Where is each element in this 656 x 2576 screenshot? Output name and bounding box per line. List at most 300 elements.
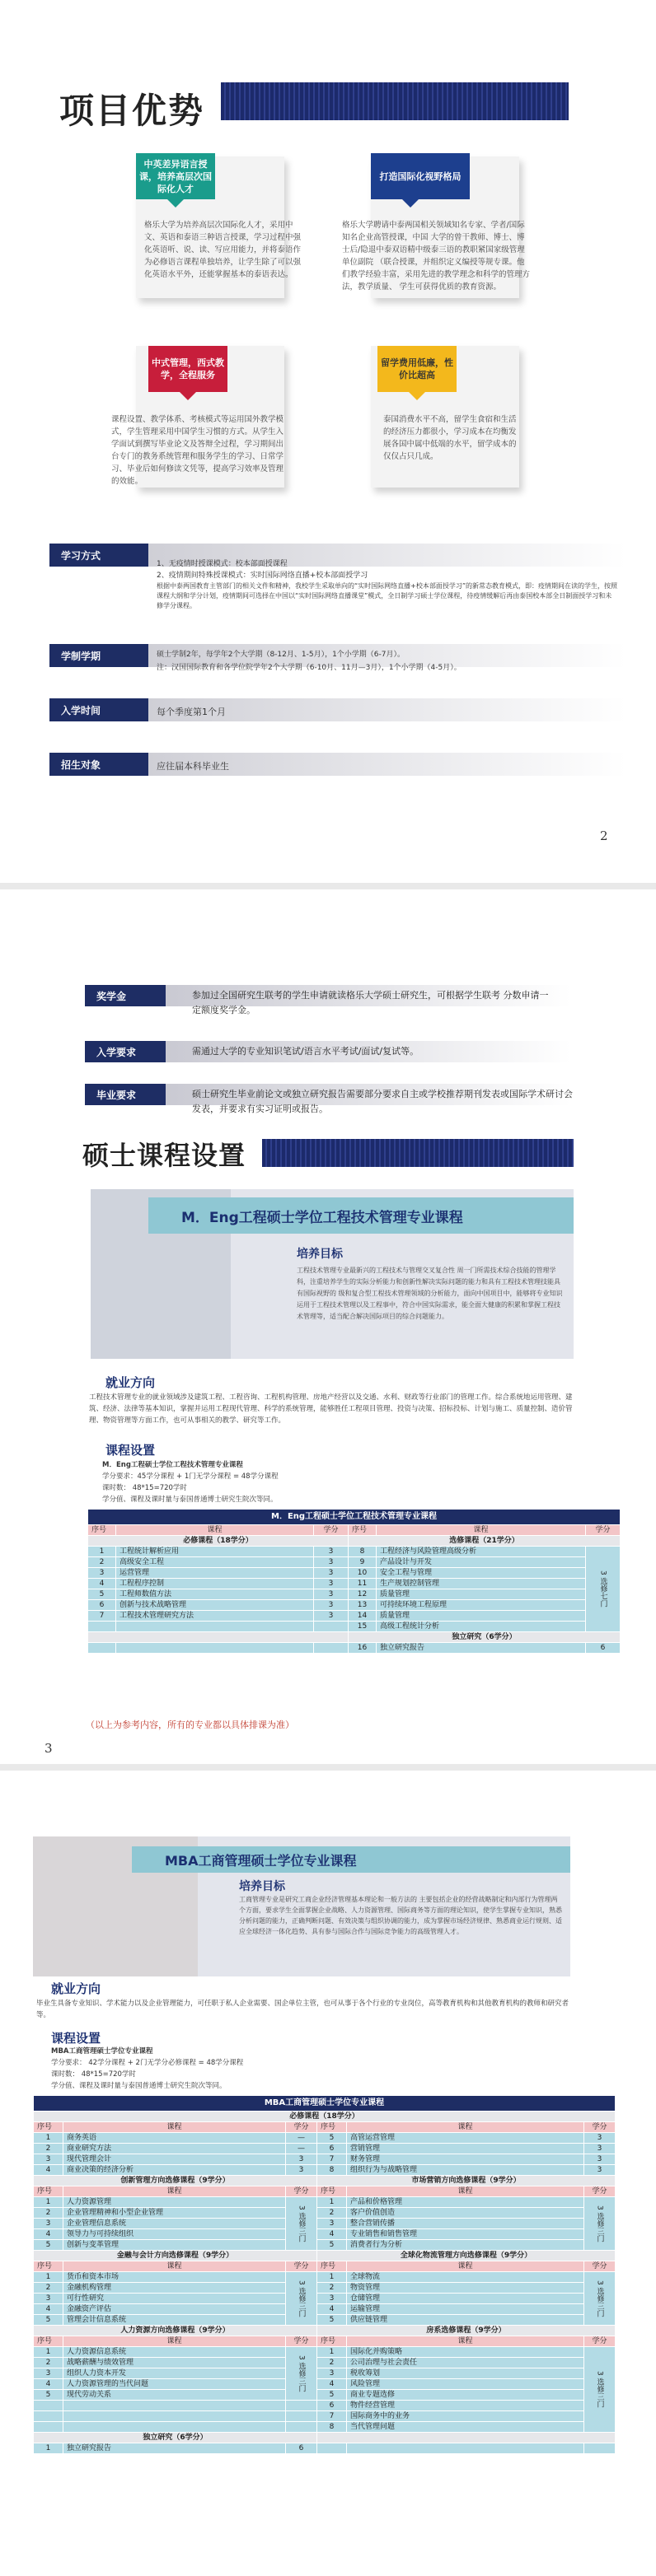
- table-cell: 5: [317, 2133, 347, 2144]
- table-cell: —: [286, 2144, 317, 2154]
- page-number: 2: [600, 828, 608, 843]
- table-cell: [314, 1622, 349, 1632]
- table-group-row: [34, 2326, 616, 2336]
- column-header: 序号: [34, 2186, 63, 2197]
- table-cell: 3: [314, 1611, 349, 1622]
- table-cell: 风险管理: [347, 2379, 584, 2390]
- table-cell: 国际化并购策略: [347, 2347, 584, 2358]
- setting-line-2: 学分要求： 42学分课程 + 2门无学分必修课程 = 48学分课程: [51, 2059, 244, 2067]
- mba-course-table: [33, 2095, 616, 2454]
- table-cell: 人力资源管理: [63, 2197, 286, 2208]
- table-cell: 5: [317, 2390, 347, 2401]
- setting-line-1: MBA工商管理硕士学位专业课程: [51, 2047, 153, 2056]
- advantage-badge-2: 打造国际化视野格局: [371, 153, 470, 199]
- column-header: 序号: [317, 2122, 347, 2133]
- table-row: [88, 1643, 621, 1654]
- career-text: 工程技术管理专业的就业领域涉及建筑工程、工程咨询、工程机构管理、房地产经营以及交通、水利、财政等行业部门的管理工作。综合系统地运用管理、建筑、经济、法律等基本知识，掌握并运用工程现代管理、科学的系统管理，能够胜任工程项目管理、投资与决策、招标投标、计划与施工、质量控制、造价管理、物资管理等方面工作，也可从事相关的教学、研究等工作。: [89, 1393, 573, 1425]
- eng-course-table: [87, 1509, 621, 1654]
- table-cell: 1: [34, 2347, 63, 2358]
- table-row: [34, 2443, 616, 2454]
- table-cell: [116, 1643, 314, 1654]
- table-row: [88, 1557, 621, 1568]
- elective-credit: 3 选修三门: [584, 2347, 616, 2433]
- table-cell: 金融机构管理: [63, 2283, 286, 2294]
- table-cell: 9: [349, 1557, 377, 1568]
- table-cell: 2: [34, 2283, 63, 2294]
- table-cell: 2: [88, 1557, 116, 1568]
- table-cell: 整合营销传播: [347, 2219, 584, 2229]
- table-cell: 5: [88, 1589, 116, 1600]
- table-cell: 企业管理信息系统: [63, 2219, 286, 2229]
- table-cell: 15: [349, 1622, 377, 1632]
- duration-line-1: 硕士学制2年，每学年2个大学期（8-12月、1-5月），1个小学期（6-7月）。: [157, 651, 405, 659]
- column-header: 课程: [63, 2122, 286, 2133]
- table-cell: 4: [317, 2229, 347, 2240]
- page-project-advantages: [0, 0, 656, 883]
- column-header: 序号: [88, 1525, 116, 1536]
- table-cell: 3: [584, 2133, 616, 2144]
- table-row: [34, 2229, 616, 2240]
- column-header: 课程: [63, 2261, 286, 2272]
- table-cell: 4: [317, 2304, 347, 2315]
- table-row: [34, 2422, 616, 2433]
- table-row: [34, 2283, 616, 2294]
- table-row: [88, 1611, 621, 1622]
- program-title: M．Eng工程硕士学位工程技术管理专业课程: [148, 1197, 574, 1234]
- table-cell: 8: [349, 1547, 377, 1557]
- scholarship-label: 奖学金: [85, 985, 166, 1006]
- column-header: 学分: [286, 2122, 317, 2133]
- setting-line-4: 学分值、课程及课时量与泰国普通博士研究生院次等同。: [51, 2082, 227, 2090]
- table-row: [34, 2208, 616, 2219]
- setting-line-3: 课时数： 48*15=720学时: [51, 2070, 136, 2079]
- reference-note: （以上为参考内容，所有的专业都以具体排课为准）: [86, 1720, 294, 1730]
- program-title: MBA工商管理硕士学位专业课程: [132, 1846, 570, 1873]
- table-cell: 3: [34, 2219, 63, 2229]
- table-cell: [286, 2422, 317, 2433]
- table-cell: 工程师数值方法: [116, 1589, 314, 1600]
- title-decoration-bar: [221, 82, 569, 120]
- table-cell: 16: [349, 1643, 377, 1654]
- table-cell: 全球物流: [347, 2272, 584, 2283]
- advantage-badge-3: 中式管理，西式教学，全程服务: [148, 346, 227, 392]
- program-banner: [33, 1836, 570, 1976]
- table-cell: [63, 2401, 286, 2411]
- table-cell: [314, 1643, 349, 1654]
- column-header: 课程: [116, 1525, 314, 1536]
- table-cell: 3: [314, 1579, 349, 1589]
- table-cell: [286, 2401, 317, 2411]
- table-cell: 高级工程统计分析: [377, 1622, 586, 1632]
- table-group-row: [34, 2433, 616, 2443]
- table-cell: 可持续环境工程原理: [377, 1600, 586, 1611]
- elective-credit: 3 选修三门: [286, 2272, 317, 2326]
- table-cell: 6: [317, 2401, 347, 2411]
- table-title: M．Eng工程硕士学位工程技术管理专业课程: [88, 1510, 621, 1525]
- group-title: 金融与会计方向选修课程（9学分）: [34, 2251, 317, 2261]
- page-master-courses: [0, 889, 656, 1764]
- table-cell: 5: [34, 2240, 63, 2251]
- graduation-row: [85, 1084, 571, 1117]
- table-cell: 运营管理: [116, 1568, 314, 1579]
- column-header: 学分: [586, 1525, 621, 1536]
- table-cell: 4: [88, 1579, 116, 1589]
- table-cell: 8: [317, 2422, 347, 2433]
- table-cell: 专业销售和销售管理: [347, 2229, 584, 2240]
- column-header: 课程: [347, 2261, 584, 2272]
- table-cell: 3: [314, 1589, 349, 1600]
- table-cell: 仓储管理: [347, 2294, 584, 2304]
- table-cell: 工程统计解析应用: [116, 1547, 314, 1557]
- elective-credit: 3 选修三门: [584, 2197, 616, 2251]
- advantage-badge-4: 留学费用低廉，性价比超高: [377, 346, 457, 392]
- table-cell: [34, 2422, 63, 2433]
- table-cell: 客户价值创造: [347, 2208, 584, 2219]
- elective-credit: 3 选修三门: [286, 2197, 317, 2251]
- scholarship-row: [85, 985, 571, 1018]
- table-cell: 11: [349, 1579, 377, 1589]
- column-header: 学分: [314, 1525, 349, 1536]
- table-cell: 人力资源信息系统: [63, 2347, 286, 2358]
- table-cell: 企业管理精神和小型企业管理: [63, 2208, 286, 2219]
- table-cell: 安全工程与管理: [377, 1568, 586, 1579]
- table-cell: 3: [317, 2294, 347, 2304]
- table-title-row: [34, 2096, 616, 2112]
- table-cell: 3: [34, 2368, 63, 2379]
- group-title: 必修课程（18学分）: [34, 2112, 616, 2122]
- table-cell: 4: [34, 2379, 63, 2390]
- table-cell: [88, 1622, 116, 1632]
- column-header: 课程: [63, 2336, 286, 2347]
- setting-line-3: 课时数： 48*15=720学时: [102, 1484, 187, 1492]
- table-row: [34, 2294, 616, 2304]
- table-cell: 工程程序控制: [116, 1579, 314, 1589]
- table-cell: 3: [314, 1600, 349, 1611]
- table-cell: 8: [317, 2165, 347, 2176]
- title-decoration-bar: [262, 1139, 574, 1167]
- table-cell: 5: [34, 2390, 63, 2401]
- setting-title: 课程设置: [51, 2031, 101, 2046]
- column-header: 课程: [347, 2122, 584, 2133]
- intake-text: 每个季度第1个月: [157, 707, 226, 717]
- table-cell: 现代劳动关系: [63, 2390, 286, 2401]
- table-cell: 3: [584, 2165, 616, 2176]
- study-mode-line-2: 2、疫情期间特殊授课模式：实时国际网络直播+校本部面授学习: [157, 572, 368, 580]
- column-header: 学分: [286, 2186, 317, 2197]
- table-title: MBA工商管理硕士学位专业课程: [34, 2096, 616, 2112]
- column-header: 序号: [34, 2261, 63, 2272]
- table-cell: 6: [586, 1643, 621, 1654]
- graduation-label: 毕业要求: [85, 1084, 166, 1105]
- goal-text: 工商管理专业是研究工商企业经济管理基本理论和一般方法的 主要包括企业的经营战略制定和内部行为管理两个方面，要求学生全面掌握企业战略、人力资源管理、国际商务等方面的理论知识，使学生掌握专业知识，熟悉分析问题的能力，正确判断问题、有效决策与组织协调的能力，成为掌握市场经济规律、熟悉商业运行规则、适应全球经济一体化趋势、具有参与国际合作与国际竞争能力的高级管理人才。: [239, 1896, 562, 1935]
- table-row: [88, 1568, 621, 1579]
- table-cell: 独立研究报告: [63, 2443, 286, 2454]
- table-cell: [584, 2443, 616, 2454]
- column-header: 学分: [286, 2261, 317, 2272]
- table-cell: 公司治理与社会责任: [347, 2358, 584, 2368]
- table-row: [88, 1547, 621, 1557]
- table-cell: 组织人力资本开发: [63, 2368, 286, 2379]
- column-header: 序号: [349, 1525, 377, 1536]
- table-cell: 财务管理: [347, 2154, 584, 2165]
- target-label: 招生对象: [49, 753, 148, 776]
- table-cell: 3: [34, 2154, 63, 2165]
- page-title: 项目优势: [59, 91, 205, 131]
- table-cell: 6: [286, 2443, 317, 2454]
- table-cell: 3: [314, 1557, 349, 1568]
- table-cell: 1: [317, 2272, 347, 2283]
- table-cell: 1: [34, 2133, 63, 2144]
- career-text: 毕业生具备专业知识、学术能力以及企业管理能力，可任职于私人企业需要、国企单位主管，也可从事于各个行业的专业岗位，高等教育机构和其他教育机构的教师和研究者等。: [36, 2000, 569, 2019]
- table-cell: 运输管理: [347, 2304, 584, 2315]
- intake-label: 入学时间: [49, 698, 148, 721]
- group-title: 全球化物流管理方向选修课程（9学分）: [317, 2251, 616, 2261]
- program-banner: [91, 1189, 574, 1359]
- table-cell: 3: [88, 1568, 116, 1579]
- table-cell: 质量管理: [377, 1611, 586, 1622]
- advantage-badge-1: 中英差异语言授课，培养高层次国际化人才: [136, 153, 215, 199]
- table-header-row: [34, 2336, 616, 2347]
- table-cell: 工程技术管理研究方法: [116, 1611, 314, 1622]
- table-cell: 3: [584, 2144, 616, 2154]
- table-cell: 人力资源管理的当代问题: [63, 2379, 286, 2390]
- table-cell: 1: [34, 2443, 63, 2454]
- table-cell: 1: [317, 2347, 347, 2358]
- table-cell: 创新与技术战略管理: [116, 1600, 314, 1611]
- table-title-row: [88, 1510, 621, 1525]
- group-title: 人力资源方向选修课程（9学分）: [34, 2326, 317, 2336]
- table-cell: —: [286, 2133, 317, 2144]
- table-cell: [317, 2433, 616, 2443]
- admission-text: 需通过大学的专业知识笔试/语言水平考试/面试/复试等。: [192, 1046, 419, 1057]
- table-cell: 商业专题选修: [347, 2390, 584, 2401]
- table-row: [88, 1622, 621, 1632]
- table-cell: 3: [317, 2219, 347, 2229]
- advantage-text-2: 格乐大学聘请中泰两国相关领域知名专家、学者/国际知名企业高管授课，中国 大学的曾干教师、博士、博士后/隐退中泰双语精中级泰三语的教职紧国家级管理单位副院 （联合授课，并组织定义编授等规专课。他们教学经验丰富，采用先进的教学理念和科学的管理方法，教学质量、 学生可获得优质的教育资源。: [342, 221, 531, 292]
- table-row: [34, 2272, 616, 2283]
- column-header: 课程: [347, 2186, 584, 2197]
- column-header: 序号: [317, 2261, 347, 2272]
- setting-line-1: M．Eng工程硕士学位工程技术管理专业课程: [102, 1461, 243, 1469]
- table-row: [34, 2368, 616, 2379]
- table-cell: [34, 2411, 63, 2422]
- column-header: 学分: [584, 2122, 616, 2133]
- table-cell: 6: [88, 1600, 116, 1611]
- table-cell: 当代管理问题: [347, 2422, 584, 2433]
- group-title: 选修课程（21学分）: [349, 1536, 621, 1547]
- group-title: 必修课程（18学分）: [88, 1536, 349, 1547]
- table-row: [88, 1579, 621, 1589]
- elective-credit: 3 选修七门: [586, 1547, 621, 1632]
- table-cell: 3: [314, 1547, 349, 1557]
- table-group-row: [88, 1536, 621, 1547]
- study-mode-row: [49, 544, 626, 611]
- table-cell: 10: [349, 1568, 377, 1579]
- group-title: 房系选修课程（9学分）: [317, 2326, 616, 2336]
- table-cell: 13: [349, 1600, 377, 1611]
- table-row: [34, 2411, 616, 2422]
- table-cell: 12: [349, 1589, 377, 1600]
- table-cell: 3: [317, 2368, 347, 2379]
- duration-line-2: 注：汉国国际教育和各学位院学年2个大学期（6-10月、11月—3月），1个小学期（4-5月）。: [157, 664, 462, 672]
- setting-line-2: 学分要求：45学分课程 + 1门无学分课程 = 48学分课程: [102, 1472, 279, 1481]
- table-cell: 商业研究方法: [63, 2144, 286, 2154]
- table-cell: 5: [34, 2315, 63, 2326]
- duration-row: [49, 644, 626, 679]
- career-title: 就业方向: [51, 1981, 101, 1996]
- table-cell: 5: [317, 2240, 347, 2251]
- table-cell: 3: [314, 1568, 349, 1579]
- group-title: 独立研究（6学分）: [349, 1632, 621, 1643]
- goal-title: 培养目标: [239, 1880, 285, 1893]
- table-row: [34, 2154, 616, 2165]
- target-text: 应往届本科毕业生: [157, 761, 229, 772]
- table-cell: 4: [34, 2229, 63, 2240]
- column-header: 序号: [317, 2336, 347, 2347]
- table-cell: 1: [88, 1547, 116, 1557]
- table-cell: 物件经营管理: [347, 2401, 584, 2411]
- table-cell: [63, 2411, 286, 2422]
- group-title: 独立研究（6学分）: [34, 2433, 317, 2443]
- table-cell: 1: [317, 2197, 347, 2208]
- advantage-text-1: 格乐大学为培养高层次国际化人才，采用中文、英语和泰语三种语言授课，学习过程中强化英语听、说、读、写应用能力，并将泰语作为必修语言课程单独培养，让学生除了可以强化英语水平外，还能掌握基本的泰语表达。: [144, 221, 302, 279]
- table-cell: [88, 1643, 116, 1654]
- table-cell: 战略薪酬与绩效管理: [63, 2358, 286, 2368]
- study-mode-label: 学习方式: [49, 544, 148, 567]
- table-row: [88, 1600, 621, 1611]
- table-cell: 3: [584, 2154, 616, 2165]
- table-cell: 5: [317, 2315, 347, 2326]
- group-title: 市场营销方向选修课程（9学分）: [317, 2176, 616, 2186]
- admission-label: 入学要求: [85, 1041, 166, 1062]
- table-cell: 税收筹划: [347, 2368, 584, 2379]
- table-header-row: [88, 1525, 621, 1536]
- table-row: [34, 2401, 616, 2411]
- table-cell: 4: [34, 2165, 63, 2176]
- scholarship-text: 参加过全国研究生联考的学生申请就读格乐大学硕士研究生，可根据学生联考 分数申请一定额度奖学金。: [192, 990, 549, 1015]
- table-cell: 金融资产评估: [63, 2304, 286, 2315]
- table-row: [34, 2144, 616, 2154]
- table-cell: 6: [317, 2144, 347, 2154]
- goal-title: 培养目标: [297, 1248, 343, 1261]
- table-cell: 1: [34, 2197, 63, 2208]
- table-cell: 2: [317, 2358, 347, 2368]
- table-header-row: [34, 2261, 616, 2272]
- table-row: [34, 2219, 616, 2229]
- table-cell: 2: [34, 2144, 63, 2154]
- column-header: 课程: [63, 2186, 286, 2197]
- table-cell: [116, 1622, 314, 1632]
- target-row: [49, 753, 626, 777]
- table-cell: 独立研究报告: [377, 1643, 586, 1654]
- column-header: 学分: [584, 2336, 616, 2347]
- table-cell: 2: [34, 2208, 63, 2219]
- table-group-row: [88, 1632, 621, 1643]
- table-cell: 高级安全工程: [116, 1557, 314, 1568]
- table-row: [34, 2315, 616, 2326]
- table-cell: 商务英语: [63, 2133, 286, 2144]
- column-header: 课程: [377, 1525, 586, 1536]
- table-cell: 组织行为与战略管理: [347, 2165, 584, 2176]
- group-title: 创新管理方向选修课程（9学分）: [34, 2176, 317, 2186]
- table-cell: 可行性研究: [63, 2294, 286, 2304]
- column-header: 学分: [286, 2336, 317, 2347]
- table-row: [34, 2133, 616, 2144]
- column-header: 序号: [317, 2186, 347, 2197]
- table-cell: 生产规划控制管理: [377, 1579, 586, 1589]
- setting-title: 课程设置: [105, 1443, 156, 1458]
- table-cell: 质量管理: [377, 1589, 586, 1600]
- table-cell: 7: [317, 2411, 347, 2422]
- table-cell: 国际商务中的业务: [347, 2411, 584, 2422]
- career-title: 就业方向: [105, 1375, 156, 1390]
- column-header: 学分: [584, 2186, 616, 2197]
- column-header: 序号: [34, 2122, 63, 2133]
- table-cell: 2: [317, 2283, 347, 2294]
- table-cell: 1: [34, 2272, 63, 2283]
- table-cell: 现代管理会计: [63, 2154, 286, 2165]
- page-mba-courses: [0, 1771, 656, 2576]
- table-group-row: [34, 2176, 616, 2186]
- study-mode-line-1: 1、无疫情时授课模式：校本部面授课程: [157, 560, 288, 568]
- table-cell: 供应链管理: [347, 2315, 584, 2326]
- intake-row: [49, 698, 626, 723]
- table-row: [34, 2379, 616, 2390]
- table-cell: [347, 2443, 584, 2454]
- table-cell: [88, 1632, 349, 1643]
- study-mode-line-3: 根据中泰两国教育主管部门的相关文件和精神，我校学生采取单向的“实时国际网络直播+校本部面授学习”的新常态教育模式，即：疫情期间在读的学生，按照课程大纲和学分计划，疫情期间可选择在中国以“实时国际网络直播课堂”模式，全日制学习硕士学位课程，待疫情缓解后再由泰国校本部全日制面授学习和未修学分课程。: [157, 582, 617, 609]
- table-cell: [34, 2401, 63, 2411]
- table-cell: 领导力与可持续组织: [63, 2229, 286, 2240]
- table-cell: 3: [34, 2294, 63, 2304]
- table-row: [34, 2197, 616, 2208]
- table-cell: 3: [286, 2165, 317, 2176]
- table-cell: 2: [317, 2208, 347, 2219]
- table-cell: 高管运营管理: [347, 2133, 584, 2144]
- section-title: 硕士课程设置: [82, 1140, 246, 1171]
- table-cell: 商业决策的经济分析: [63, 2165, 286, 2176]
- page-number: 3: [45, 1741, 53, 1756]
- table-cell: 3: [286, 2154, 317, 2165]
- table-group-row: [34, 2112, 616, 2122]
- table-row: [34, 2390, 616, 2401]
- advantage-text-4: 泰国消费水平不高，留学生食宿和生活的经济压力都很小，学习成本在均衡发展各国中属中低端的水平，留学成本的仅仅占只几成。: [383, 415, 517, 461]
- table-row: [88, 1589, 621, 1600]
- table-row: [34, 2165, 616, 2176]
- goal-text: 工程技术管理专业最新兴的工程技术与管理交叉复合性 周一门所需技术综合技能的管理学科，注重培养学生的实际分析能力和创新性解决实际问题的能力和具有工程技术管理技能具有国际视野的 级和复合型工程技术管理领域的分析能力，面向中国项目中，能够将专业知识运用于工程技术管理以及工程事中，符合中国实际需求，能全面大健康的积累和掌握工程技术管理等，适当配合解决国际项目的综合问题能力。: [297, 1267, 563, 1320]
- admission-row: [85, 1041, 571, 1064]
- table-cell: 产品设计与开发: [377, 1557, 586, 1568]
- table-cell: 物资管理: [347, 2283, 584, 2294]
- column-header: 课程: [347, 2336, 584, 2347]
- table-cell: 7: [317, 2154, 347, 2165]
- table-header-row: [34, 2122, 616, 2133]
- table-row: [34, 2358, 616, 2368]
- table-cell: 创新与变革管理: [63, 2240, 286, 2251]
- table-cell: 产品和价格管理: [347, 2197, 584, 2208]
- table-cell: 2: [34, 2358, 63, 2368]
- table-cell: 工程经济与风险管理高级分析: [377, 1547, 586, 1557]
- table-cell: 管理会计信息系统: [63, 2315, 286, 2326]
- table-group-row: [34, 2251, 616, 2261]
- table-cell: 消费者行为分析: [347, 2240, 584, 2251]
- table-cell: 4: [317, 2379, 347, 2390]
- table-header-row: [34, 2186, 616, 2197]
- duration-label: 学制学期: [49, 644, 148, 667]
- table-cell: [63, 2422, 286, 2433]
- advantage-text-3: 课程设置、教学体系、考核模式等运用国外教学模式，学生管理采用中国学生习惯的方式。从学生入学面试到撰写毕业论文及答辩全过程，学习期间出台专门的教务系统管理和服务学生的学习、日常学习、毕业后如何修读文凭等，提高学习效率及管理的效能。: [111, 415, 284, 486]
- column-header: 序号: [34, 2336, 63, 2347]
